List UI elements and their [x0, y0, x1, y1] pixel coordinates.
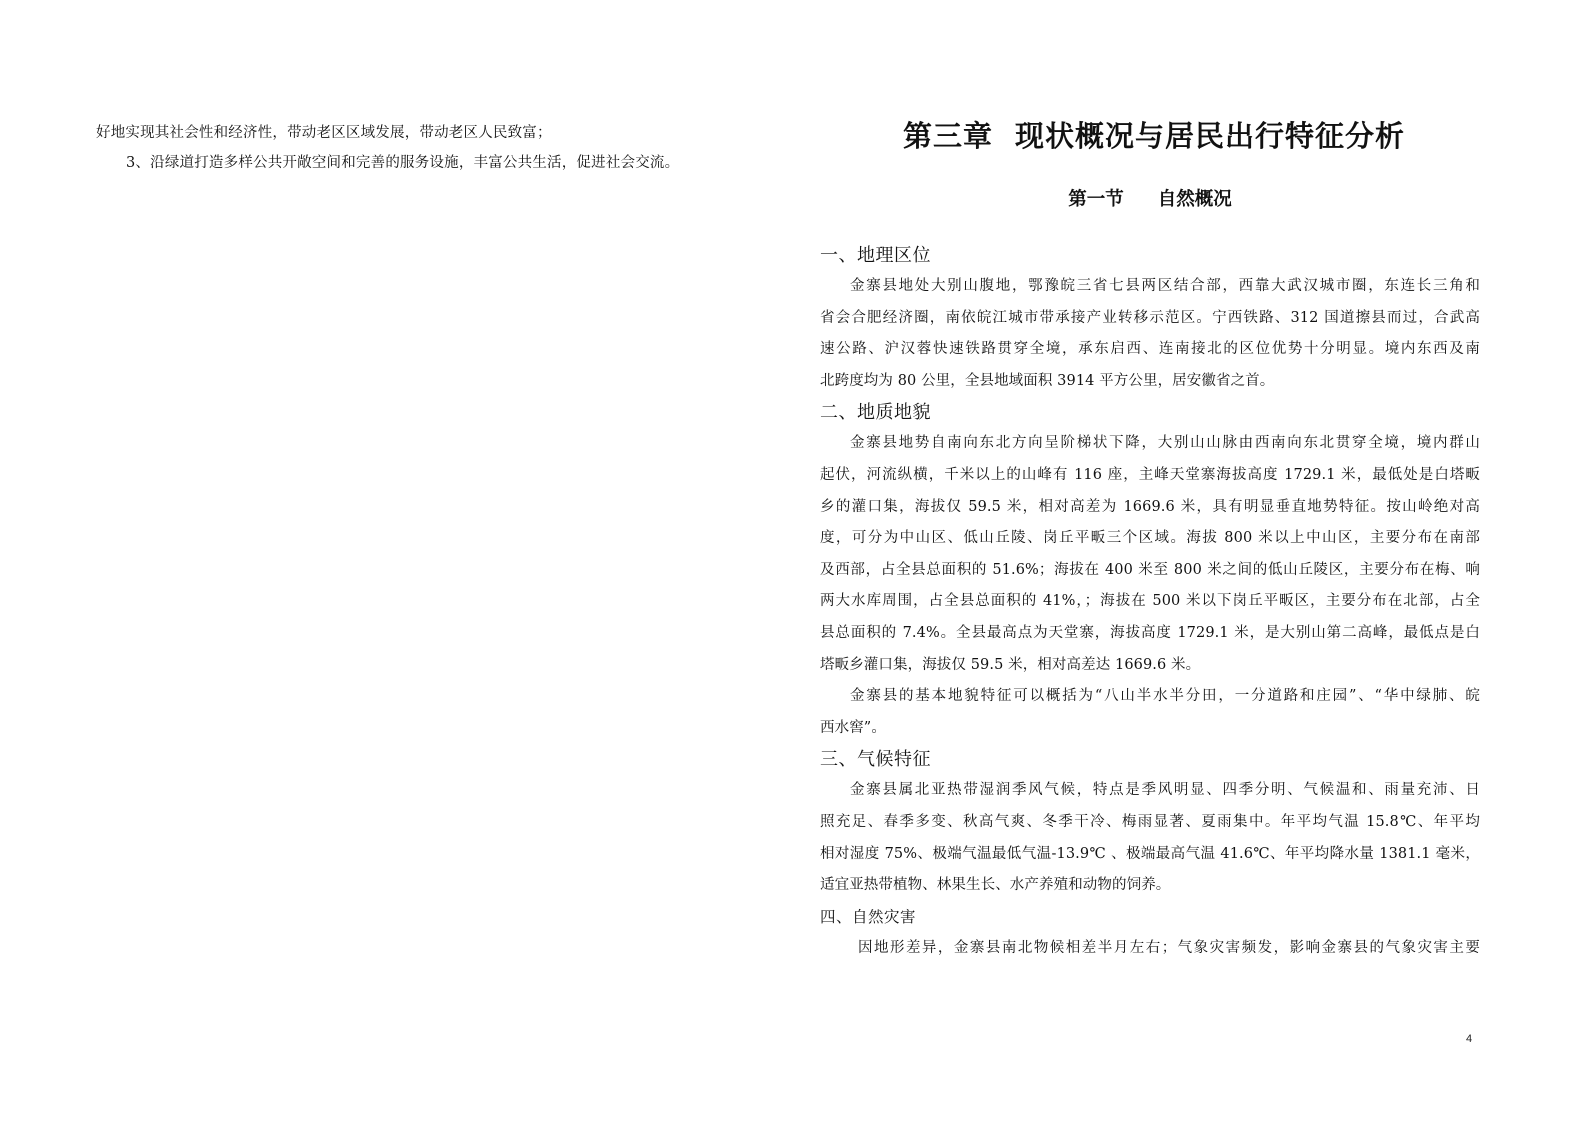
text-line: 金寨县的基本地貌特征可以概括为“八山半水半分田，一分道路和庄园”、“华中绿肺、皖 [850, 688, 1480, 705]
text-line: 起伏，河流纵横，千米以上的山峰有 116 座，主峰天堂寨海拔高度 1729.1 米，最低处是白塔畈 [820, 466, 1480, 483]
left-page [96, 118, 736, 178]
text-line: 金寨县属北亚热带湿润季风气候，特点是季风明显、四季分明、气候温和、雨量充沛、日 [850, 782, 1480, 799]
paragraph-natural-disasters [820, 933, 1480, 965]
left-text-line-2: 3、沿绿道打造多样公共开敞空间和完善的服务设施，丰富公共生活，促进社会交流。 [126, 155, 680, 171]
text-line: 北跨度均为 80 公里，全县地域面积 3914 平方公里，居安徽省之首。 [820, 372, 1275, 389]
text-line: 西水窖”。 [820, 719, 886, 736]
text-line: 金寨县地势自南向东北方向呈阶梯状下降，大别山山脉由西南向东北贯穿全境，境内群山 [850, 435, 1480, 452]
page-number: 4 [1466, 1033, 1473, 1045]
chapter-name: 现状概况与居民出行特征分析 [1015, 119, 1406, 153]
text-line: 金寨县地处大别山腹地，鄂豫皖三省七县两区结合部，西靠大武汉城市圈，东连长三角和 [850, 278, 1480, 294]
section-name: 自然概况 [1157, 189, 1232, 210]
heading-natural-disasters: 四、自然灾害 [820, 907, 917, 926]
text-line: 速公路、沪汉蓉快速铁路贯穿全境，承东启西、连南接北的区位优势十分明显。境内东西及南 [820, 341, 1480, 358]
heading-climate: 三、气候特征 [820, 749, 931, 771]
text-line: 相对湿度 75%、极端气温最低气温-13.9℃ 、极端最高气温 41.6℃、年平均降水量 1381.1 毫米， [820, 845, 1480, 862]
heading-geographic-location: 一、地理区位 [820, 245, 931, 266]
text-line: 省会合肥经济圈，南依皖江城市带承接产业转移示范区。宁西铁路、312 国道擦县而过，合武高 [820, 309, 1480, 326]
section-number: 第一节 [1068, 189, 1124, 210]
chapter-number: 第三章 [902, 119, 993, 153]
section-title [820, 186, 1480, 214]
text-line: 照充足、春季多变、秋高气爽、冬季干冷、梅雨显著、夏雨集中。年平均气温 15.8℃、年平均 [820, 813, 1480, 830]
text-line: 两大水库周围，占全县总面积的 41%，；海拔在 500 米以下岗丘平畈区，主要分布在北部，占全 [820, 593, 1480, 610]
paragraph-geology-landform [820, 428, 1480, 681]
right-page [820, 112, 1480, 964]
paragraph-landform-summary [820, 681, 1480, 744]
text-line: 及西部，占全县总面积的 51.6%；海拔在 400 米至 800 米之间的低山丘陵区，主要分布在梅、响 [820, 561, 1480, 578]
text-line: 度，可分为中山区、低山丘陵、岗丘平畈三个区域。海拔 800 米以上中山区，主要分布在南部 [820, 530, 1480, 547]
text-line: 适宜亚热带植物、林果生长、水产养殖和动物的饲养。 [820, 877, 1171, 894]
text-line: 因地形差异，金寨县南北物候相差半月左右；气象灾害频发，影响金寨县的气象灾害主要 [858, 939, 1480, 956]
text-line: 县总面积的 7.4%。全县最高点为天堂寨，海拔高度 1729.1 米，是大别山第二高峰，最低点是白 [820, 624, 1480, 641]
chapter-title [820, 112, 1480, 160]
paragraph-climate [820, 775, 1480, 901]
text-line: 乡的灌口集，海拔仅 59.5 米，相对高差为 1669.6 米，具有明显垂直地势特征。按山岭绝对高 [820, 498, 1480, 515]
heading-geology-landform: 二、地质地貌 [820, 402, 931, 424]
text-line: 塔畈乡灌口集，海拔仅 59.5 米，相对高差达 1669.6 米。 [820, 656, 1201, 673]
left-text-line-1: 好地实现其社会性和经济性，带动老区区域发展，带动老区人民致富； [96, 125, 552, 141]
paragraph-geographic-location [820, 271, 1480, 397]
